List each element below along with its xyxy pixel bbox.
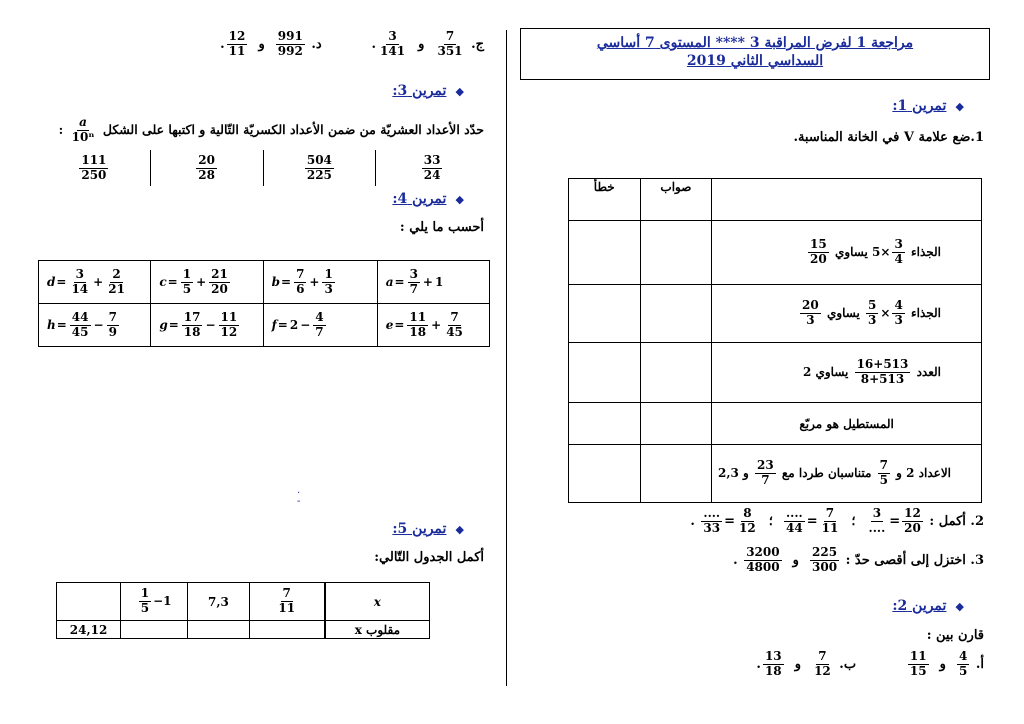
table-row: الجذاء $\frac{4}{3}$ × $\frac{5}{3}$ يساوي $\frac{20}{3}$ xyxy=(569,285,982,343)
table-row: المستطيل هو مربّع xyxy=(569,403,982,445)
check-cell[interactable] xyxy=(640,343,712,403)
header-box xyxy=(520,28,990,80)
calc-cell-h: h= $\frac{44}{45}$ − $\frac{7}{9}$ xyxy=(39,304,151,347)
calc-cell-a: a= $\frac{3}{7}$ + 1 xyxy=(377,261,489,304)
ex3-fractions xyxy=(38,150,488,186)
ex3-fraction-cell: $\frac{111}{250}$ xyxy=(81,152,107,182)
check-cell[interactable] xyxy=(569,221,641,285)
header-line1: مراجعة 1 لفرض المراقبة 3 **** المستوى 7 أساسي xyxy=(596,35,914,51)
ex1-title: تمرين 1: xyxy=(892,98,947,114)
ex1-table xyxy=(568,178,982,503)
answer-cell[interactable] xyxy=(249,621,325,639)
ex5-title: تمرين 5: xyxy=(392,521,447,537)
calc-cell-g: g= $\frac{17}{18}$ − $\frac{11}{12}$ xyxy=(151,304,263,347)
table-row: الجذاء $\frac{3}{4}$ ×5 يساوي $\frac{15}{20}$ xyxy=(569,221,982,285)
calc-cell-b: b= $\frac{7}{6}$ + $\frac{1}{3}$ xyxy=(263,261,377,304)
table-row: العدد $\frac{16+513}{8+513}$ يساوي 2 xyxy=(569,343,982,403)
ex2-ab: أ. $\frac{4}{5}$ و $\frac{11}{15}$ ب. $\frac{7}{12}$ و $\frac{13}{18}$ . xyxy=(756,649,984,678)
ex3-heading xyxy=(392,80,464,99)
diamond-icon: ◆ xyxy=(455,193,464,206)
column-divider xyxy=(506,30,507,686)
ex3-q: حدّد الأعداد العشريّة من ضمن الأعداد الكسريّة التّالية و اكتبها على الشكل $\frac{a}{\text{10ⁿ}}$ : xyxy=(58,115,484,144)
ex3-fraction-cell: $\frac{20}{28}$ xyxy=(150,150,263,186)
check-cell[interactable] xyxy=(640,221,712,285)
col-wrong-header: خطأ xyxy=(569,179,641,221)
ex3-title: تمرين 3: xyxy=(392,83,447,99)
diamond-icon: ◆ xyxy=(455,523,464,536)
check-cell[interactable] xyxy=(640,285,712,343)
check-cell[interactable] xyxy=(569,445,641,503)
calc-cell-c: c= $\frac{1}{5}$ + $\frac{21}{20}$ xyxy=(151,261,263,304)
ex1-q3: 3. اختزل إلى أقصى حدّ : $\frac{225}{300}$ و $\frac{3200}{4800}$ . xyxy=(733,545,984,574)
ex1-q2: 2. أكمل : $\frac{12}{20}$ = $\frac{3}{....}$ ؛ $\frac{7}{11}$ = $\frac{....}{44}$ ؛ $\frac{8}{12}$ = $\frac{....}{33}$ . xyxy=(690,506,984,535)
ex5-heading xyxy=(392,518,464,537)
diamond-icon: ◆ xyxy=(455,85,464,98)
header-line2: السداسي الثاني 2019 xyxy=(686,53,824,69)
ex1-q1: 1.ضع علامة V في الخانة المناسبة. xyxy=(793,130,984,145)
check-cell[interactable] xyxy=(569,285,641,343)
check-cell[interactable] xyxy=(569,403,641,445)
check-cell[interactable] xyxy=(569,343,641,403)
calc-cell-e: e= $\frac{11}{18}$ + $\frac{7}{45}$ xyxy=(377,304,489,347)
ex5-q: أكمل الجدول التّالي: xyxy=(374,550,484,565)
check-cell[interactable] xyxy=(640,403,712,445)
diamond-icon: ◆ xyxy=(955,600,964,613)
col-right-header: صواب xyxy=(640,179,712,221)
calc-cell-d: d= $\frac{3}{14}$ + $\frac{2}{21}$ xyxy=(39,261,151,304)
answer-cell[interactable] xyxy=(188,621,249,639)
calc-cell-f: f= 2 − $\frac{4}{7}$ xyxy=(263,304,377,347)
check-cell[interactable] xyxy=(640,445,712,503)
table-row: الاعداد 2 و $\frac{7}{5}$ متناسبان طردا مع $\frac{23}{7}$ و 2,3 xyxy=(569,445,982,503)
ex3-fraction-cell: $\frac{33}{24}$ xyxy=(375,150,488,186)
ex2-q: قارن بين : xyxy=(926,628,984,643)
table-row xyxy=(39,304,490,347)
table-row xyxy=(39,261,490,304)
ex3-fraction-cell: $\frac{504}{225}$ xyxy=(263,150,376,186)
stray-mark: . - xyxy=(297,485,301,507)
ex2-title: تمرين 2: xyxy=(892,598,947,614)
ex1-heading xyxy=(892,95,964,114)
ex4-q: أحسب ما يلي : xyxy=(399,220,484,235)
ex5-table: x $\frac{7}{11}$ 7,3 1− $\frac{1}{5}$ مقلوب x 24,12 xyxy=(56,582,430,639)
answer-cell[interactable] xyxy=(121,621,188,639)
ex2-cd: ج. $\frac{7}{351}$ و $\frac{3}{141}$ . د. $\frac{991}{992}$ و $\frac{12}{11}$ . xyxy=(220,29,484,58)
ex4-heading xyxy=(392,188,464,207)
ex4-title: تمرين 4: xyxy=(392,191,447,207)
diamond-icon: ◆ xyxy=(955,100,964,113)
ex4-table xyxy=(38,260,490,347)
ex2-heading xyxy=(892,595,964,614)
